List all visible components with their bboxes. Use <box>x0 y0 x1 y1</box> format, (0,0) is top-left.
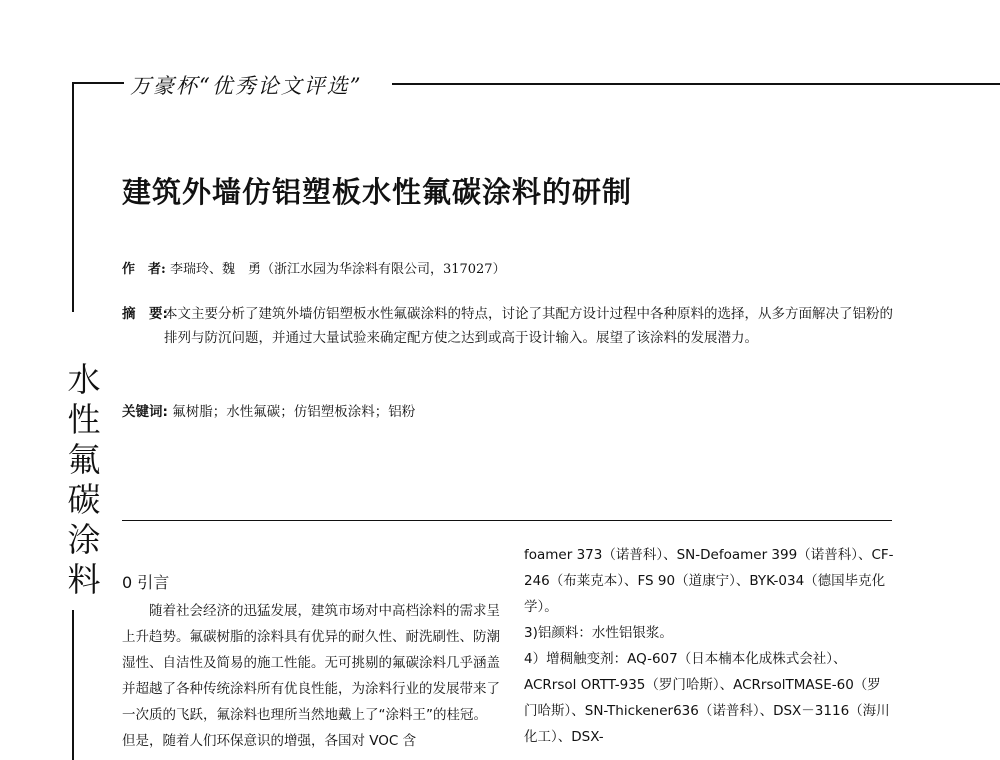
keywords-line <box>122 400 415 424</box>
column-banner: 万豪杯“优秀论文评选” <box>126 70 366 100</box>
margin-rule-top <box>72 82 74 312</box>
keywords-label: 关键词: <box>122 404 168 420</box>
abstract-label: 摘 要: <box>122 306 168 322</box>
materials-paragraph: foamer 373（诺普科）、SN-Defoamer 399（诺普科）、CF-246（布莱克本）、FS 90（道康宁）、BYK-034（德国毕克化学）。 <box>524 547 894 615</box>
keywords-text: 氟树脂；水性氟碳；仿铝塑板涂料；铝粉 <box>172 404 416 420</box>
side-title-char: 料 <box>67 560 101 599</box>
side-title <box>62 360 106 600</box>
body-left-column <box>122 570 500 754</box>
margin-rule-bottom <box>72 610 74 760</box>
authors-line <box>122 258 506 282</box>
body-right-column <box>524 542 894 750</box>
materials-paragraph: 3)铝颜料：水性铝银浆。 <box>524 625 673 641</box>
side-title-char: 碳 <box>67 480 101 519</box>
side-title-char: 氟 <box>67 440 101 479</box>
header-rule-left <box>72 82 124 84</box>
header-rule-right <box>392 83 1000 85</box>
article-title: 建筑外墙仿铝塑板水性氟碳涂料的研制 <box>122 175 633 209</box>
side-title-char: 水 <box>67 360 101 399</box>
abstract-text: 本文主要分析了建筑外墙仿铝塑板水性氟碳涂料的特点，讨论了其配方设计过程中各种原料的选择，从多方面解决了铝粉的排列与防沉问题，并通过大量试验来确定配方使之达到或高于设计输入。展望了该涂料的发展潜力。 <box>164 306 893 346</box>
authors-label: 作 者: <box>122 262 166 277</box>
side-title-char: 涂 <box>67 520 101 559</box>
materials-paragraph: 4）增稠触变剂：AQ-607（日本楠本化成株式会社）、ACRrsol ORTT-935（罗门哈斯）、ACRrsolTMASE-60（罗门哈斯）、SN-Thickener636（诺普科）、DSX－3116（海川化工）、DSX- <box>524 651 890 745</box>
section-heading: 0 引言 <box>122 573 170 592</box>
intro-paragraph: 随着社会经济的迅猛发展，建筑市场对中高档涂料的需求呈上升趋势。氟碳树脂的涂料具有优异的耐久性、耐洗刷性、防潮湿性、自洁性及简易的施工性能。无可挑剔的氟碳涂料几乎涵盖并超越了各种传统涂料所有优良性能，为涂料行业的发展带来了一次质的飞跃，氟涂料也理所当然地戴上了“涂料王”的桂冠。但是，随着人们环保意识的增强，各国对 VOC 含 <box>122 603 500 749</box>
section-divider <box>122 520 892 521</box>
side-title-char: 性 <box>67 400 101 439</box>
authors-text: 李瑞玲、魏 勇（浙江水园为华涂料有限公司，317027） <box>169 262 506 277</box>
